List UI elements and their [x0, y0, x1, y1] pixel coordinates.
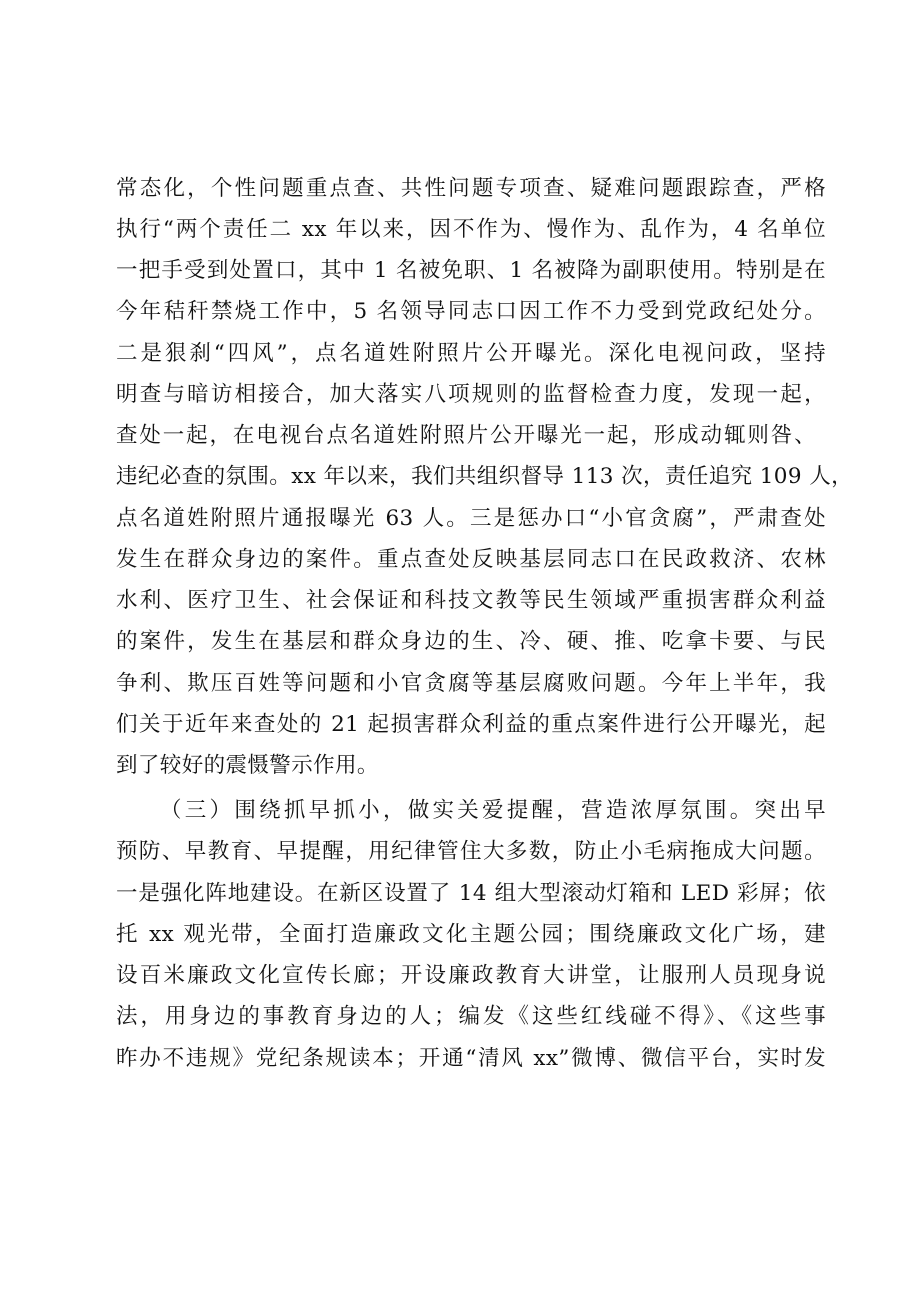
text-line: 二是狠刹“四风”，点名道姓附照片公开曝光。深化电视问政，坚持: [116, 341, 826, 366]
text-line: 一是强化阵地建设。在新区设置了 14 组大型滚动灯箱和 LED 彩屏；依: [116, 881, 826, 906]
text-line: 昨办不违规》党纪条规读本；开通“清风 xx”微博、微信平台，实时发: [116, 1046, 826, 1071]
text-line: 一把手受到处置口，其中 1 名被免职、1 名被降为副职使用。特别是在: [116, 258, 826, 283]
text-line: 发生在群众身边的案件。重点查处反映基层同志口在民政救济、农林: [116, 547, 826, 572]
text-line: 托 xx 观光带，全面打造廉政文化主题公园；围绕廉政文化广场，建: [116, 922, 826, 947]
text-line: 违纪必查的氛围。xx 年以来，我们共组织督导 113 次，责任追究 109 人，: [116, 464, 853, 489]
text-line: 执行“两个责任二 xx 年以来，因不作为、慢作为、乱作为，4 名单位: [116, 217, 826, 242]
text-line: 法，用身边的事教育身边的人；编发《这些红线碰不得》、《这些事: [116, 1004, 826, 1029]
text-line: 今年秸秆禁烧工作中，5 名领导同志口因工作不力受到党政纪处分。: [116, 299, 826, 324]
text-line: 常态化，个性问题重点查、共性问题专项查、疑难问题跟踪查，严格: [116, 176, 826, 201]
text-line: 争利、欺压百姓等问题和小官贪腐等基层腐败问题。今年上半年，我: [116, 671, 826, 696]
text-line: 点名道姓附照片通报曝光 63 人。三是惩办口“小官贪腐”，严肃查处: [116, 506, 826, 531]
text-line: 水利、医疗卫生、社会保证和科技文教等民生领域严重损害群众利益: [116, 588, 826, 613]
text-line: 到了较好的震慑警示作用。: [116, 753, 379, 778]
text-line: 设百米廉政文化宣传长廊；开设廉政教育大讲堂，让服刑人员现身说: [116, 963, 826, 988]
text-line: 明查与暗访相接合，加大落实八项规则的监督检查力度，发现一起，: [116, 382, 826, 407]
text-line: 预防、早教育、早提醒，用纪律管住大多数，防止小毛病拖成大问题。: [116, 839, 826, 864]
text-line: 的案件，发生在基层和群众身边的生、冷、硬、推、吃拿卡要、与民: [116, 629, 826, 654]
section-heading-line: （三）围绕抓早抓小，做实关爱提醒，营造浓厚氛围。突出早: [160, 798, 826, 823]
text-line: 查处一起，在电视台点名道姓附照片公开曝光一起，形成动辄则咎、: [116, 423, 816, 448]
text-line: 们关于近年来查处的 21 起损害群众利益的重点案件进行公开曝光，起: [116, 712, 826, 737]
